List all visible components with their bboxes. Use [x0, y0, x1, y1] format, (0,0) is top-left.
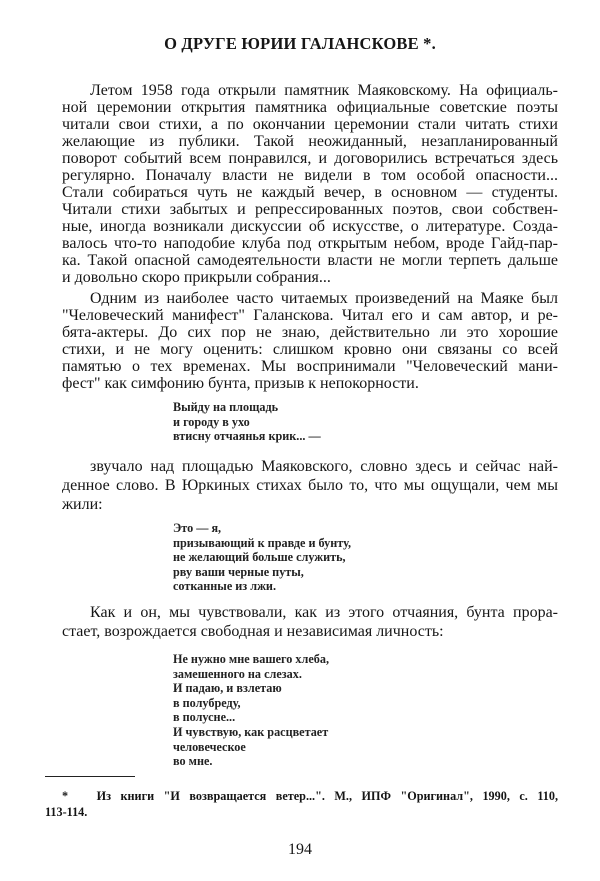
- text-line: жили:: [62, 496, 103, 513]
- text-line: поворот событий всем понравился, и договорились встречаться здесь: [62, 150, 558, 167]
- text-line: читали свои стихи, а по окончании церемонии стали читать стихи: [62, 116, 558, 133]
- text-line: желающие из публики. Такой неожиданный, незапланированный: [62, 133, 558, 150]
- text-line: регулярно. Поначалу власти не видели в том особой опасности...: [62, 167, 558, 184]
- text-line: бята-актеры. До сих пор не знаю, действительно ли это хорошие: [62, 324, 558, 341]
- footnote-line: 113-114.: [45, 805, 88, 819]
- poem-line: И чувствую, как расцветает: [173, 724, 329, 739]
- poem-excerpt-1: [173, 400, 321, 444]
- poem-line: И падаю, и взлетаю: [173, 681, 282, 696]
- poem-line: Выйду на площадь: [173, 400, 279, 414]
- poem-line: Не нужно мне вашего хлеба,: [173, 652, 329, 666]
- text-line: и довольно скоро прикрыли собрания...: [62, 269, 331, 286]
- text-line: ной церемонии открытия памятника официальные советские поэты: [62, 99, 558, 116]
- text-line: памятью о тех временах. Мы воспринимали "Человеческий мани-: [62, 358, 558, 375]
- text-line: денное слово. В Юркиных стихах было то, что мы ощущали, чем мы: [62, 477, 558, 494]
- text-line: Одним из наиболее часто читаемых произведений на Маяке был: [90, 290, 558, 307]
- poem-line: Это — я,: [173, 521, 222, 535]
- paragraph-4: [62, 603, 558, 641]
- poem-line: в полусне...: [173, 710, 236, 725]
- text-line: "Человеческий манифест" Галанскова. Читал его и сам автор, и ре-: [62, 307, 558, 324]
- poem-excerpt-3: [173, 652, 329, 769]
- poem-line: замешенного на слезах.: [173, 666, 302, 681]
- footnote-text: Из книги "И возвращается ветер...". М., ИПФ "Оригинал", 1990, с. 110,: [96, 789, 558, 803]
- paragraph-3: [62, 457, 558, 514]
- text-line: звучало над площадью Маяковского, словно здесь и сейчас най-: [90, 458, 558, 475]
- footnote-marker: *: [62, 789, 69, 803]
- poem-line: призывающий к правде и бунту,: [173, 535, 352, 550]
- text-line: Стали собираться чуть не каждый вечер, в основном — студенты.: [62, 184, 558, 201]
- text-line: Читали стихи забытых и репрессированных поэтов, свои собствен-: [62, 201, 558, 218]
- text-line: ные, иногда возникали дискуссии об искусстве, о литературе. Созда-: [62, 218, 558, 235]
- chapter-title: О ДРУГЕ ЮРИИ ГАЛАНСКОВЕ *.: [164, 34, 436, 53]
- text-line: Как и он, мы чувствовали, как из этого отчаяния, бунта прора-: [90, 604, 558, 621]
- paragraph-2: [62, 290, 558, 392]
- footnote-divider: [45, 776, 135, 777]
- page-number: 194: [288, 841, 312, 858]
- text-line: фест" как симфонию бунта, призыв к непокорности.: [62, 375, 419, 392]
- poem-line: в полубреду,: [173, 695, 241, 710]
- footnote: [45, 788, 558, 820]
- paragraph-1: [62, 82, 558, 286]
- text-line: Летом 1958 года открыли памятник Маяковскому. На официаль-: [90, 82, 558, 99]
- poem-line: и городу в ухо: [173, 414, 250, 429]
- text-line: валось что-то наподобие клуба под открытым небом, вроде Гайд-пар-: [62, 235, 558, 252]
- poem-line: втисну отчаянья крик... —: [173, 429, 321, 444]
- text-line: ка. Такой опасной самодеятельности власти не могли терпеть дальше: [62, 252, 558, 269]
- poem-line: сотканные из лжи.: [173, 579, 276, 594]
- poem-excerpt-2: [173, 521, 351, 594]
- text-line: стихи, и не могу оценить: слишком кровно они связаны со всей: [62, 341, 558, 358]
- poem-line: во мне.: [173, 754, 213, 769]
- text-line: стает, возрождается свободная и независимая личность:: [62, 623, 444, 640]
- footnote-line: [62, 788, 558, 804]
- poem-line: человеческое: [173, 739, 246, 754]
- poem-line: рву ваши черные путы,: [173, 564, 304, 579]
- poem-line: не желающий больше служить,: [173, 550, 346, 565]
